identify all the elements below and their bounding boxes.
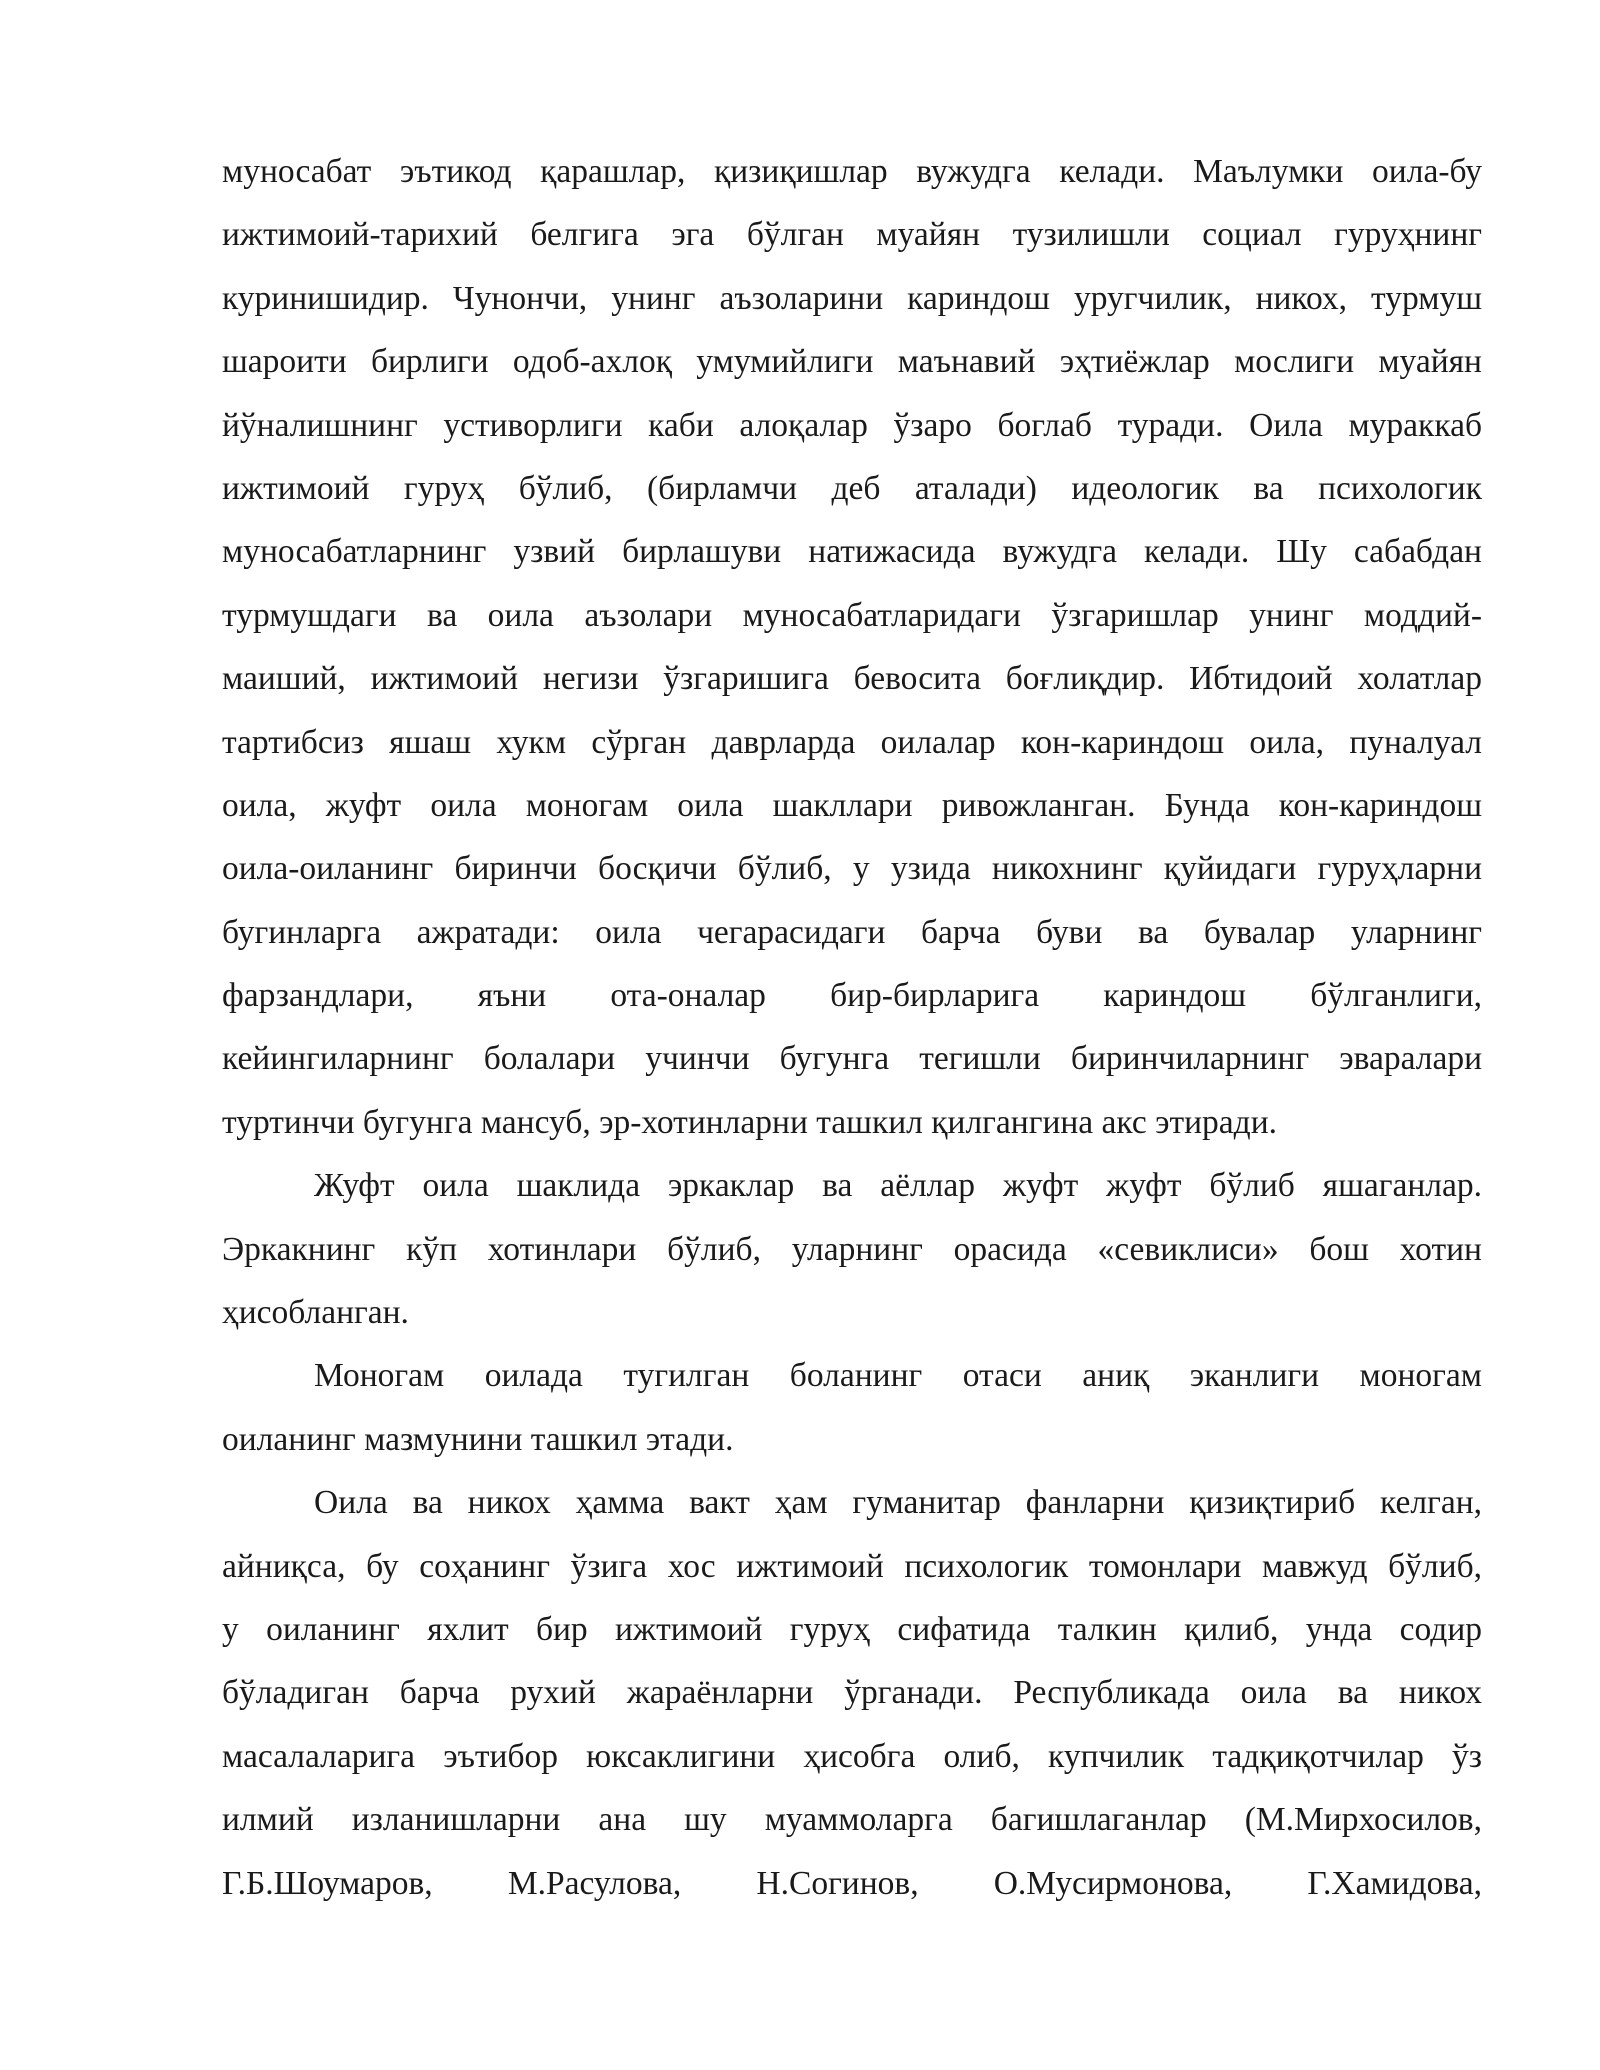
text-line: ижтимоий-тарихий белгига эга бўлган муайян тузилишли социал гуруҳнинг: [222, 216, 1482, 254]
text-line: бугинларга ажратади: оила чегарасидаги барча буви ва бувалар уларнинг: [222, 913, 1482, 951]
text-line: Оила ва никох ҳамма вакт ҳам гуманитар фанларни қизиқтириб келган,: [314, 1484, 1482, 1522]
text-line: кейингиларнинг болалари учинчи бугунга тегишли биринчиларнинг эваралари: [222, 1040, 1482, 1078]
text-line: оила, жуфт оила моногам оила шакллари ривожланган. Бунда кон-кариндош: [222, 786, 1482, 824]
text-line: тартибсиз яшаш хукм сўрган даврларда оилалар кон-кариндош оила, пуналуал: [222, 723, 1482, 761]
text-line: фарзандлари, яъни ота-оналар бир-бирларига кариндош бўлганлиги,: [222, 977, 1482, 1015]
text-line: куринишидир. Чунончи, унинг аъзоларини кариндош уругчилик, никох, турмуш: [222, 279, 1482, 317]
text-line: Эркакнинг кўп хотинлари бўлиб, уларнинг орасида «севиклиси» бош хотин: [222, 1230, 1482, 1268]
text-line: Жуфт оила шаклида эркаклар ва аёллар жуфт жуфт бўлиб яшаганлар.: [314, 1167, 1482, 1205]
text-line: оиланинг мазмунини ташкил этади.: [222, 1420, 734, 1458]
text-line: у оиланинг яхлит бир ижтимоий гуруҳ сифатида талкин қилиб, унда содир: [222, 1610, 1482, 1648]
text-line: турмушдаги ва оила аъзолари муносабатларидаги ўзгаришлар унинг моддий-: [222, 596, 1482, 634]
text-line: йўналишнинг устиворлиги каби алоқалар ўзаро боглаб туради. Оила мураккаб: [222, 406, 1482, 444]
text-line: туртинчи бугунга мансуб, эр-хотинларни ташкил қилгангина акс этиради.: [222, 1103, 1278, 1141]
text-line: Г.Б.Шоумаров, М.Расулова, Н.Согинов, О.Мусирмонова, Г.Хамидова,: [222, 1864, 1482, 1902]
text-line: илмий изланишларни ана шу муаммоларга багишлаганлар (М.Мирхосилов,: [222, 1801, 1482, 1839]
text-line: оила-оиланинг биринчи босқичи бўлиб, у узида никохнинг қуйидаги гуруҳларни: [222, 850, 1482, 888]
text-line: ҳисобланган.: [222, 1294, 409, 1332]
text-line: масалаларига эътибор юксаклигини ҳисобга олиб, купчилик тадқиқотчилар ўз: [222, 1737, 1482, 1775]
document-body-text: [222, 140, 1482, 1915]
text-line: ижтимоий гуруҳ бўлиб, (бирламчи деб аталади) идеологик ва психологик: [222, 469, 1482, 507]
text-line: муносабатларнинг узвий бирлашуви натижасида вужудга келади. Шу сабабдан: [222, 533, 1482, 571]
text-line: маиший, ижтимоий негизи ўзгаришига бевосита боғлиқдир. Ибтидоий холатлар: [222, 660, 1482, 698]
text-line: Моногам оилада тугилган боланинг отаси аниқ эканлиги моногам: [314, 1357, 1482, 1395]
text-line: муносабат эътикод қарашлар, қизиқишлар вужудга келади. Маълумки оила-бу: [222, 153, 1482, 190]
text-line: айниқса, бу соҳанинг ўзига хос ижтимоий психологик томонлари мавжуд бўлиб,: [222, 1547, 1482, 1585]
text-line: шароити бирлиги одоб-ахлоқ умумийлиги маънавий эҳтиёжлар мослиги муайян: [222, 343, 1482, 381]
text-line: бўладиган барча рухий жараёнларни ўрганади. Республикада оила ва никох: [222, 1674, 1482, 1712]
